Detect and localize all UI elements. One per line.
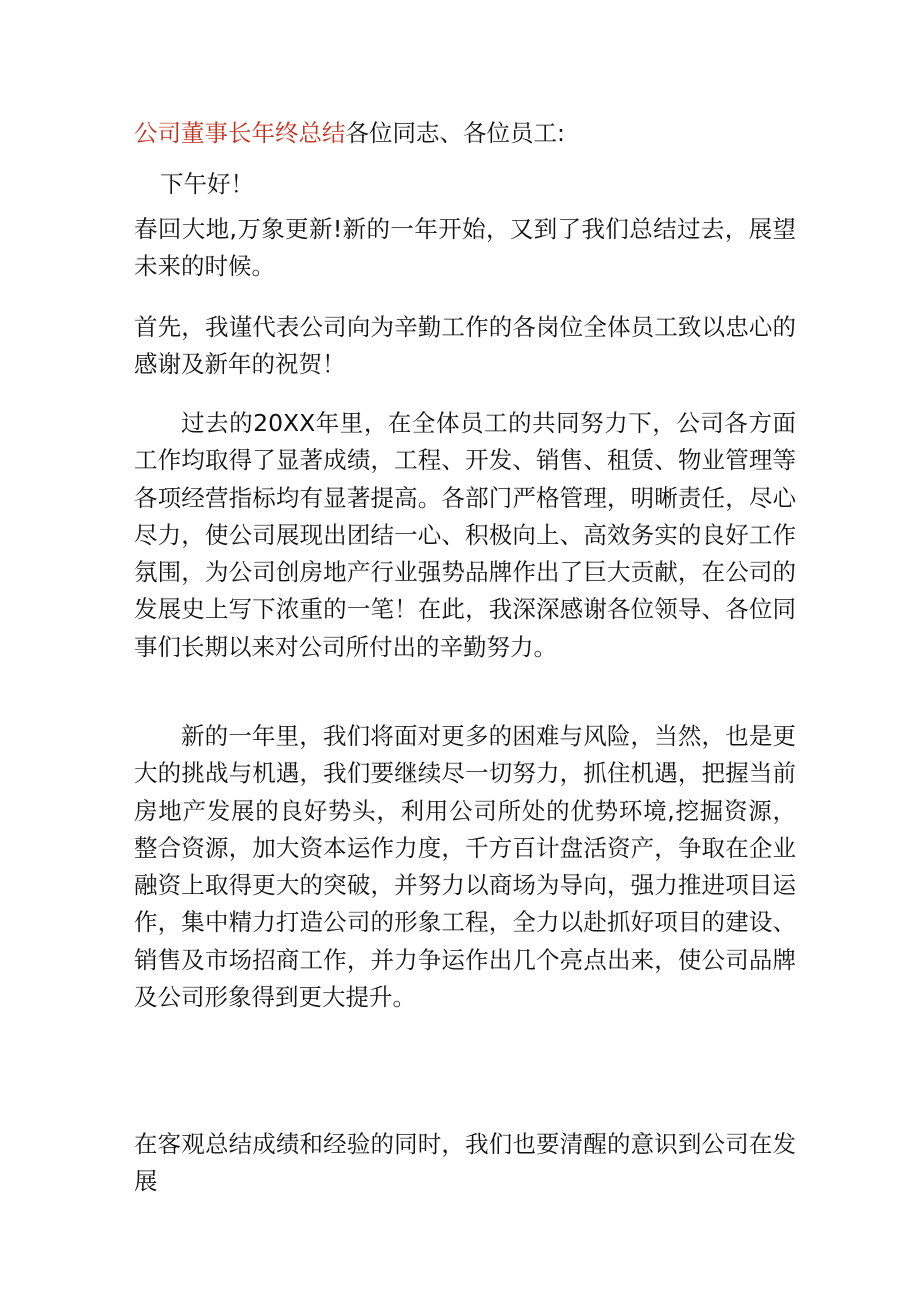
title-line: [134, 115, 796, 151]
paragraph-1: 春回大地,万象更新!新的一年开始，又到了我们总结过去，展望未来的时候。: [134, 215, 796, 281]
salutation: 各位同志、各位员工:: [345, 119, 565, 147]
paragraph-2: 首先，我谨代表公司向为辛勤工作的各岗位全体员工致以忠心的感谢及新年的祝贺！: [134, 313, 796, 379]
paragraph-5: 在客观总结成绩和经验的同时，我们也要清醒的意识到公司在发展: [134, 1130, 796, 1196]
paragraph-4: 新的一年里，我们将面对更多的困难与风险，当然，也是更大的挑战与机遇，我们要继续尽一切努力，抓住机遇，把握当前房地产发展的良好势头，利用公司所处的优势环境,挖掘资源，整合资源，加大资本运作力度，千方百计盘活资产，争取在企业融资上取得更大的突破，并努力以商场为导向，强力推进项目运作，集中精力打造公司的形象工程，全力以赴抓好项目的建设、销售及市场招商工作，并力争运作出几个亮点出来，使公司品牌及公司形象得到更大提升。: [134, 722, 796, 1012]
paragraph-3: 过去的20XX年里，在全体员工的共同努力下，公司各方面工作均取得了显著成绩，工程、开发、销售、租赁、物业管理等各项经营指标均有显著提高。各部门严格管理，明晰责任，尽心尽力，使公司展现出团结一心、积极向上、高效务实的良好工作氛围，为公司创房地产行业强势品牌作出了巨大贡献，在公司的发展史上写下浓重的一笔！在此，我深深感谢各位领导、各位同事们长期以来对公司所付出的辛勤努力。: [134, 409, 796, 661]
document-title: 公司董事长年终总结: [134, 119, 346, 147]
greeting: 下午好！: [160, 170, 254, 198]
